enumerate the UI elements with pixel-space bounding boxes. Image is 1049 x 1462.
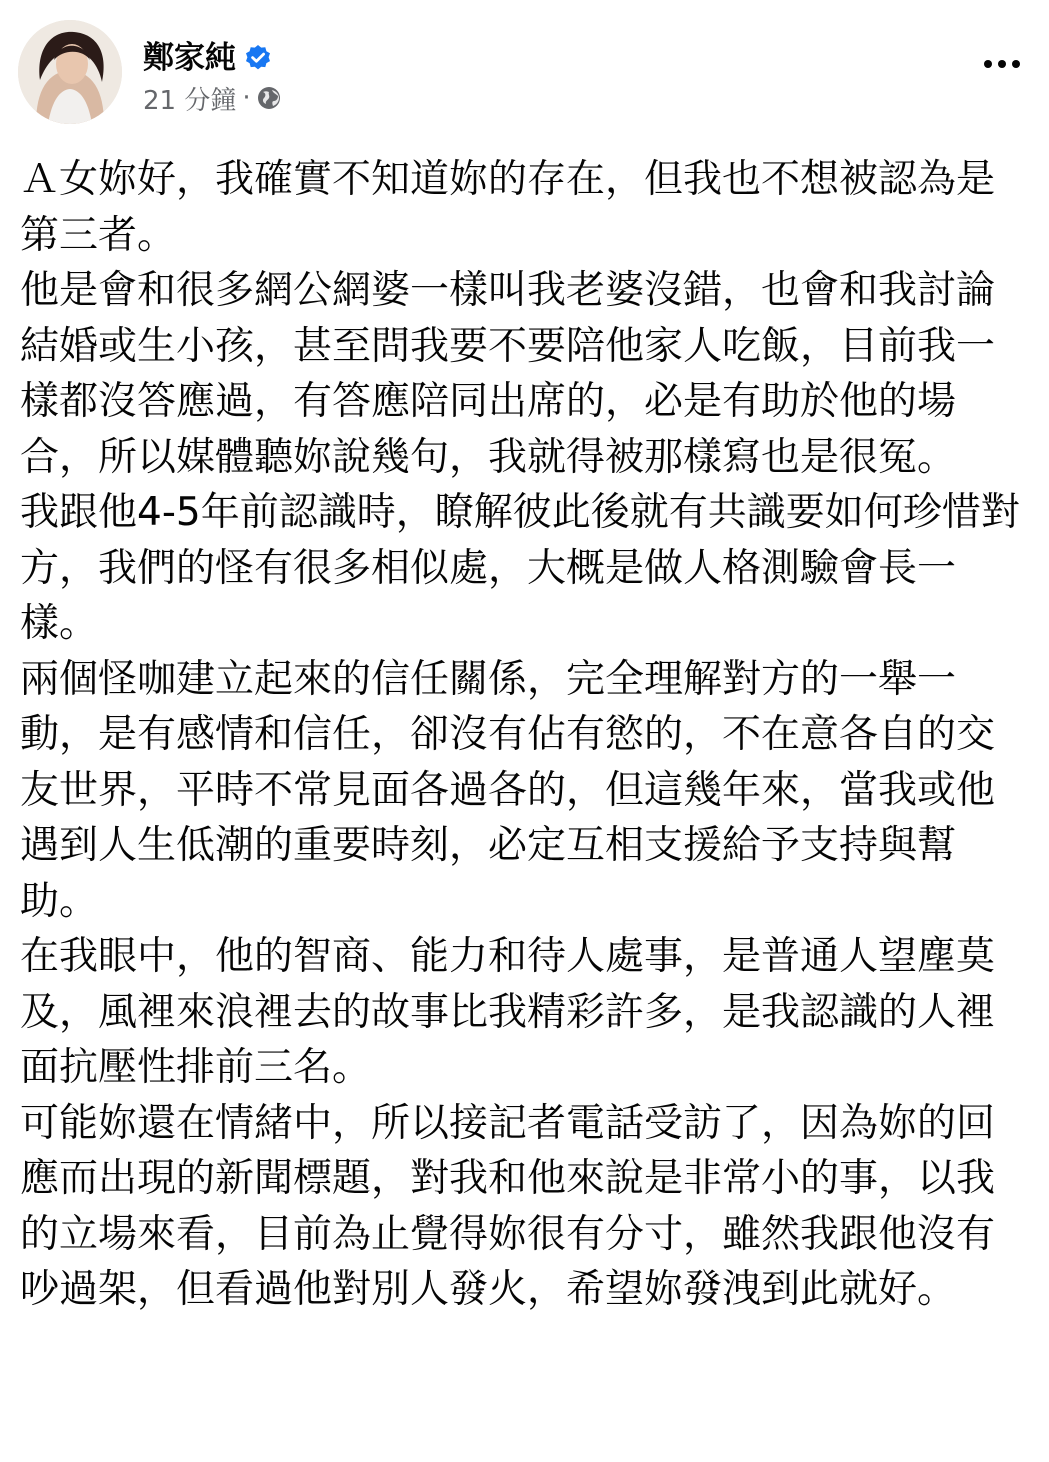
- more-options-icon-dot: [1012, 60, 1020, 68]
- post-paragraph: 在我眼中，他的智商、能力和待人處事，是普通人望塵莫及，風裡來浪裡去的故事比我精彩許多，是我認識的人裡面抗壓性排前三名。: [20, 934, 996, 1090]
- author-avatar[interactable]: [18, 20, 122, 124]
- post-paragraph: 我跟他4-5年前認識時，瞭解彼此後就有共識要如何珍惜對方，我們的怪有很多相似處，大概是做人格測驗會長一樣。: [20, 490, 1020, 646]
- more-options-icon: [984, 60, 992, 68]
- post-header: [18, 20, 1030, 120]
- post-paragraph: 他是會和很多網公網婆一樣叫我老婆沒錯，也會和我討論結婚或生小孩，甚至問我要不要陪他家人吃飯，目前我一樣都沒答應過，有答應陪同出席的，必是有助於他的場合，所以媒體聽妳說幾句，我就得被那樣寫也是很冤。: [20, 268, 996, 480]
- globe-icon[interactable]: [257, 86, 281, 110]
- verified-badge-icon: [244, 44, 272, 72]
- author-line: [143, 36, 272, 80]
- post-paragraph: 可能妳還在情緒中，所以接記者電話受訪了，因為妳的回應而出現的新聞標題，對我和他來說是非常小的事，以我的立場來看，目前為止覺得妳很有分寸，雖然我跟他沒有吵過架，但看過他對別人發火，希望妳發洩到此就好。: [20, 1100, 996, 1312]
- more-options-icon-dot: [998, 60, 1006, 68]
- meta-separator: ·: [242, 83, 251, 113]
- post-paragraph: Ａ女妳好，我確實不知道妳的存在，但我也不想被認為是第三者。: [20, 157, 996, 258]
- post-text: [20, 152, 1025, 1318]
- more-options-button[interactable]: [974, 42, 1030, 86]
- post-timestamp[interactable]: 21 分鐘: [143, 85, 237, 116]
- post-meta: [143, 78, 281, 118]
- avatar-image: [18, 20, 122, 124]
- author-name[interactable]: 鄭家純: [143, 40, 236, 76]
- post-paragraph: 兩個怪咖建立起來的信任關係，完全理解對方的一舉一動，是有感情和信任，卻沒有佔有慾的，不在意各自的交友世界，平時不常見面各過各的，但這幾年來，當我或他遇到人生低潮的重要時刻，必定互相支援給予支持與幫助。: [20, 656, 996, 924]
